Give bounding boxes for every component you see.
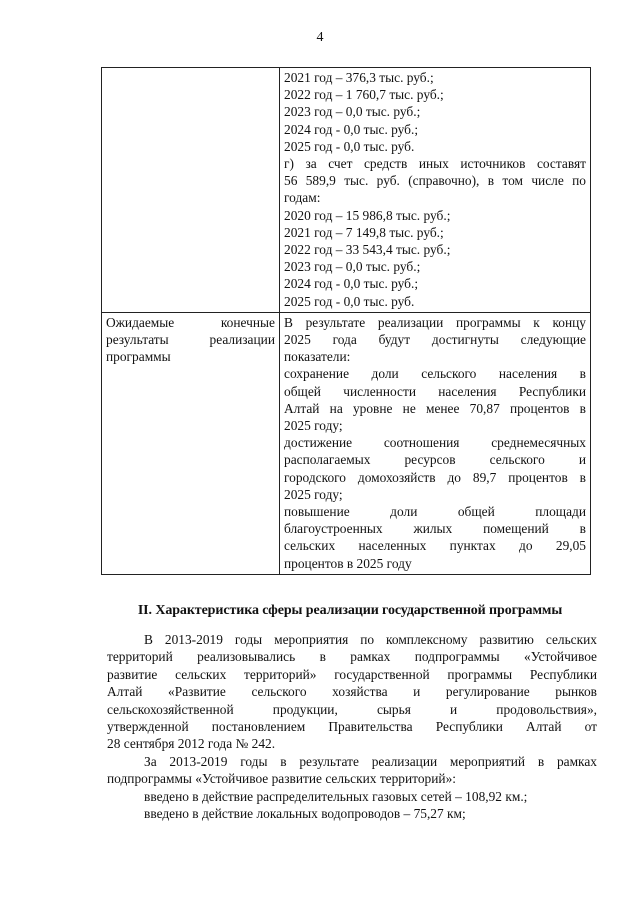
funding-line: 2025 год - 0,0 тыс. руб. <box>284 138 415 154</box>
results-label-line: результаты реализации <box>106 332 275 348</box>
results-line: общей численности населения Республики <box>284 383 586 399</box>
funding-line: г) за счет средств иных источников составят <box>284 156 586 172</box>
funding-line: 2020 год – 15 986,8 тыс. руб.; <box>284 207 451 223</box>
results-line: сельских населенных пунктах до 29,05 <box>284 538 586 554</box>
results-line: процентов в 2025 году <box>284 555 412 571</box>
funding-line: 2024 год - 0,0 тыс. руб.; <box>284 121 419 137</box>
results-line: 2025 года будут достигнуты следующие <box>284 332 586 348</box>
body-line: 28 сентября 2012 года № 242. <box>107 736 276 752</box>
results-line: располагаемых ресурсов сельского и <box>284 452 586 468</box>
results-line: 2025 году; <box>284 486 343 502</box>
table-cell-empty <box>102 68 280 313</box>
results-line: повышение доли общей площади <box>284 504 586 520</box>
body-line: территорий реализовывались в рамках подпрограммы «Устойчивое <box>107 649 597 665</box>
results-line: 2025 году; <box>284 418 343 434</box>
results-line: В результате реализации программы к концу <box>284 314 586 330</box>
body-line: Алтай «Развитие сельского хозяйства и регулирование рынков <box>107 684 597 700</box>
body-line: введено в действие распределительных газовых сетей – 108,92 км.; <box>144 788 528 804</box>
funding-line: 56 589,9 тыс. руб. (справочно), в том числе по <box>284 173 586 189</box>
body-line: подпрограммы «Устойчивое развитие сельских территорий»: <box>107 771 456 787</box>
page-number: 4 <box>316 30 324 45</box>
results-line: показатели: <box>284 349 351 365</box>
body-line: сельскохозяйственной продукции, сырья и продовольствия», <box>107 701 597 717</box>
results-line: сохранение доли сельского населения в <box>284 366 586 382</box>
results-label-line: программы <box>106 349 171 365</box>
funding-line: 2023 год – 0,0 тыс. руб.; <box>284 104 421 120</box>
funding-line: 2023 год – 0,0 тыс. руб.; <box>284 259 421 275</box>
results-line: городского домохозяйств до 89,7 процентов в <box>284 469 586 485</box>
table-cell-funding <box>280 68 591 313</box>
funding-line: 2025 год - 0,0 тыс. руб. <box>284 293 415 309</box>
table-row-results <box>102 312 591 574</box>
body-line: введено в действие локальных водопроводов – 75,27 км; <box>144 806 466 822</box>
body-line: развитие сельских территорий» государственной программы Республики <box>107 666 597 682</box>
results-line: Алтай на уровне не менее 70,87 процентов в <box>284 400 586 416</box>
section-heading: II. Характеристика сферы реализации государственной программы <box>137 603 563 618</box>
results-label-line: Ожидаемые конечные <box>106 314 275 330</box>
body-line: В 2013-2019 годы мероприятия по комплексному развитию сельских <box>144 632 597 647</box>
funding-line: 2021 год – 7 149,8 тыс. руб.; <box>284 224 444 240</box>
results-line: благоустроенных жилых помещений в <box>284 521 586 537</box>
results-line: достижение соотношения среднемесячных <box>284 435 586 451</box>
funding-line: годам: <box>284 190 321 206</box>
funding-line: 2024 год - 0,0 тыс. руб.; <box>284 276 419 292</box>
body-text <box>107 631 597 822</box>
funding-line: 2022 год – 1 760,7 тыс. руб.; <box>284 87 444 103</box>
table-cell-results <box>280 312 591 574</box>
body-line: За 2013-2019 годы в результате реализации мероприятий в рамках <box>144 753 597 769</box>
program-passport-table <box>101 67 591 575</box>
table-cell-results-label <box>102 312 280 574</box>
body-line: утвержденной постановлением Правительства Республики Алтай от <box>107 719 597 735</box>
table-row-funding <box>102 68 591 313</box>
funding-line: 2022 год – 33 543,4 тыс. руб.; <box>284 242 451 258</box>
funding-line: 2021 год – 376,3 тыс. руб.; <box>284 70 434 85</box>
